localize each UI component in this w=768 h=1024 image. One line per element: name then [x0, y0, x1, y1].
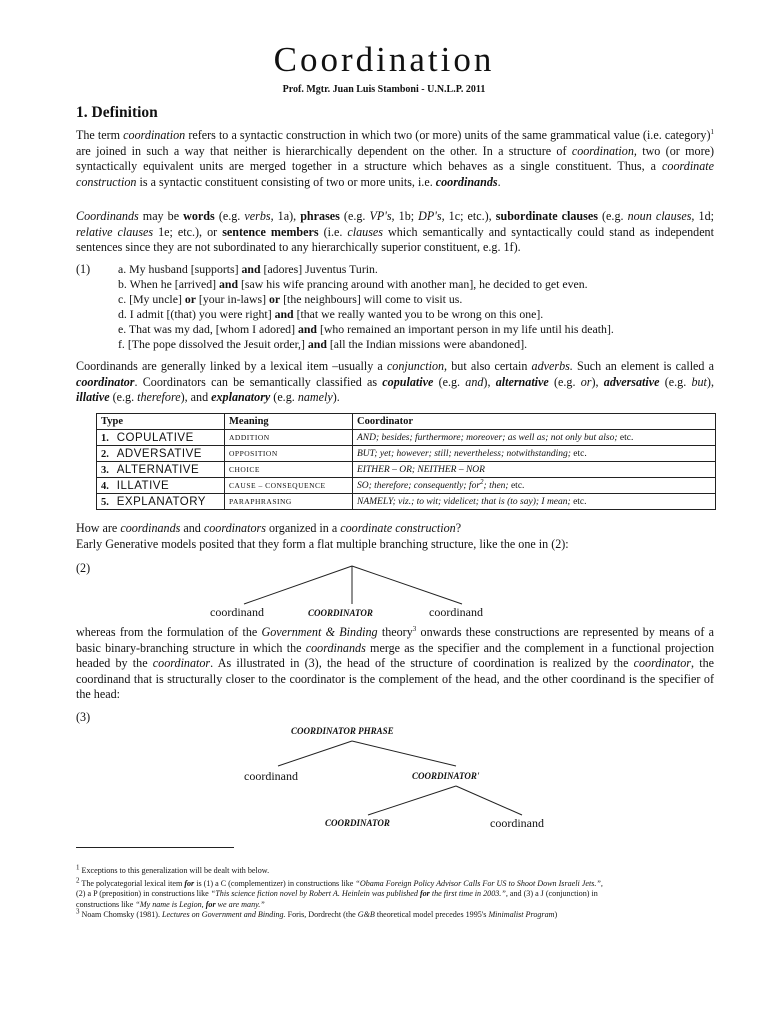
footnote-2: $^2$ The polycategorial lexical item for is (1) a C (complementizer) in constructions like “Obama Foreign Policy Advisor Calls For US to Shoot Down Israeli Jets.”,: [76, 875, 603, 888]
tree2-right-node: coordinand: [429, 605, 483, 619]
tree2-branch-right: [352, 566, 462, 604]
tree3-comp-node: coordinand: [490, 816, 544, 830]
example-c: c. [My uncle] or [your in-laws] or [the neighbours] will come to visit us.: [118, 292, 463, 306]
tree3-bar-node: COORDINATOR': [412, 771, 480, 781]
example-f: f. [The pope dissolved the Jesuit order,] and [all the Indian missions were abandoned].: [118, 337, 528, 351]
author-line: Prof. Mgtr. Juan Luis Stamboni - U.N.L.P. 2011: [282, 84, 486, 95]
tree3-branch-comp: [456, 786, 522, 815]
footnote-1: $^1$ Exceptions to this generalization will be dealt with below.: [76, 863, 270, 875]
example-e: e. That was my dad, [whom I adored] and [who remained an important person in my life until his death].: [118, 322, 614, 336]
tree2-mid-node: COORDINATOR: [308, 608, 373, 618]
footnotes: $^1$ Exceptions to this generalization will be dealt with below. $^2$ The polycategorial lexical item for is (1) a C (complementizer) in constructions like “Obama Foreign Policy Advisor Calls For US to Shoot Down Israeli Jets.”, (2) a P (preposition) in constructions like “This science fiction novel by Robert A. Heinlein was published for the first time in 2003.”, and (3) a J (conjunction) in constructions like “My name is Legion, for we are many.” $^3$ Noam Chomsky (1981). Lectures on Government and Binding. Foris, Dordrecht (the G&B theoretical model precedes 1995's Minimalist Program): [76, 866, 716, 921]
tree3-branch-spec: [278, 741, 352, 766]
tree3-head-node: COORDINATOR: [325, 818, 390, 828]
paragraph-question: How are coordinands and coordinators organized in a coordinate construction? Early Generative models posited that they form a flat multiple branching structure, like the one in (2):: [76, 521, 569, 551]
example-d: d. I admit [(that) you were right] and [that we really wanted you to be wrong on this one].: [118, 307, 544, 321]
tree2-branch-left: [244, 566, 352, 604]
footnote-ref: 3: [412, 624, 417, 633]
header-meaning: Meaning: [225, 414, 353, 430]
table-row: 2. ADVERSATIVE OPPOSITION BUT; yet; however; still; nevertheless; notwithstanding; etc.: [97, 446, 716, 462]
paragraph-definition: The term coordination refers to a syntactic construction in which two (or more) units of the same grammatical value (i.e. category)$^1$ are joined in such a way that neither is hierarchically dependent on the other. In a structure of coordination, two (or more) syntactically equivalent units are merged together in a structure which behaves as a single constituent. Thus, a coordinate construction is a syntactic constituent consisting of two or more units, i.e. coordinands.: [76, 127, 714, 189]
tree3-root-node: COORDINATOR PHRASE: [291, 726, 394, 736]
footnote-3: $^3$ Noam Chomsky (1981). Lectures on Government and Binding. Foris, Dordrecht (the G&B theoretical model precedes 1995's Minimalist Program): [76, 907, 558, 919]
tree3-branch-bar: [352, 741, 456, 766]
table-row: 5. EXPLANATORY PARAPHRASING NAMELY; viz.; to wit; videlicet; that is (to say); I mean; etc.: [97, 494, 716, 510]
example-b: b. When he [arrived] and [saw his wife prancing around with another man], he decided to get even.: [118, 277, 588, 291]
tree2-label: (2): [76, 561, 91, 575]
example-number: (1): [76, 262, 91, 276]
table-row: 3. ALTERNATIVE CHOICE EITHER – OR; NEITHER – NOR: [97, 462, 716, 478]
footnote-separator: [76, 847, 234, 848]
tree3-branch-head: [368, 786, 456, 815]
tree2-left-node: coordinand: [210, 605, 264, 619]
header-coordinator: Coordinator: [353, 414, 716, 430]
paragraph-gb-theory: whereas from the formulation of the Government & Binding theory$^3$ onwards these constructions are represented by means of a basic binary-branching structure in which the coordinands merge as the specifier and the complement in a functional projection headed by the coordinator. As illustrated in (3), the head of the structure of coordination is realized by the coordinator, the coordinand that is structurally closer to the coordinator is the complement of the head, and the other coordinand is the specifier of the head:: [76, 624, 715, 702]
table-row: 4. ILLATIVE CAUSE – CONSEQUENCE SO; therefore; consequently; for$^2$; then; etc.: [97, 478, 716, 494]
tree3-spec-node: coordinand: [244, 769, 298, 783]
table-row: 1. COPULATIVE ADDITION AND; besides; furthermore; moreover; as well as; not only but also; etc.: [97, 430, 716, 446]
paragraph-coordinands: Coordinands may be words (e.g. verbs, 1a), phrases (e.g. VP's, 1b; DP's, 1c; etc.), subordinate clauses (e.g. noun clauses, 1d; relative clauses 1e; etc.), or sentence members (i.e. clauses which semantically and syntactically could stand as independent sentences since they are not subordinated to any hierarchically superior constituent, e.g. 1f).: [76, 209, 714, 255]
header-type: Type: [97, 414, 225, 430]
example-a: a. My husband [supports] and [adores] Juventus Turin.: [118, 262, 378, 276]
document-title: Coordination: [273, 40, 495, 79]
tree3-label: (3): [76, 710, 91, 724]
footnote-ref: 1: [710, 127, 714, 136]
paragraph-coordinators: Coordinands are generally linked by a lexical item –usually a conjunction, but also certain adverbs. Such an element is called a coordinator. Coordinators can be semantically classified as copulative (e.g. and), alternative (e.g. or), adversative (e.g. but), illative (e.g. therefore), and explanatory (e.g. namely).: [76, 359, 715, 405]
section-heading: 1. Definition: [76, 104, 158, 121]
